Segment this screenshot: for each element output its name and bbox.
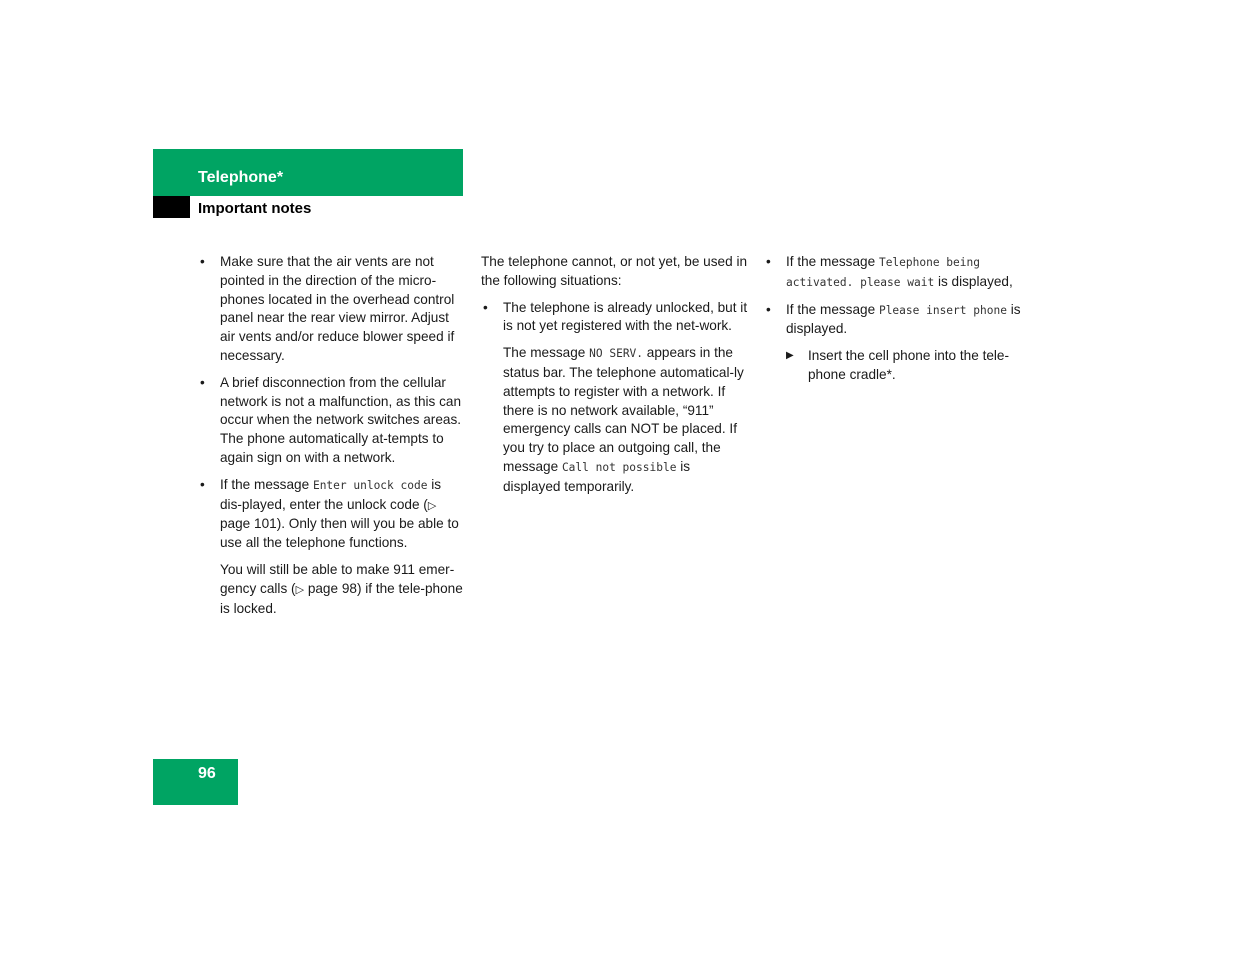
list-item-text-end: ). Only then will you be able to use all the telephone functions.	[220, 516, 459, 551]
page-number: 96	[198, 765, 216, 782]
bullet-icon: •	[483, 299, 488, 315]
column-1	[198, 253, 466, 626]
bullet-icon: •	[766, 254, 771, 269]
list-item-text-start: If the message	[786, 254, 879, 269]
note-text-start: The message	[503, 345, 590, 361]
section-marker	[153, 196, 190, 218]
arrow-right-icon: ▶	[786, 350, 794, 362]
list-item-text-mid: is dis-played, enter the unlock code (	[220, 476, 442, 512]
note-text-mid: appears in the status bar. The telephone automatical-ly attempts to register with a network. If there is no network available, “911” emergency calls can NOT be placed. If you try to place an outgoing call, the message	[503, 345, 744, 474]
bullet-icon: •	[200, 254, 205, 269]
list-item	[198, 374, 466, 468]
page-number-box	[153, 759, 238, 805]
bullet-icon: •	[200, 476, 205, 492]
list-item-text-end: is displayed,	[934, 273, 1013, 289]
list-item-text: A brief disconnection from the cellular network is not a malfunction, as this can occur when the network switches areas. The phone automatically at-tempts to again sign on with a network.	[220, 374, 462, 465]
display-message: Enter unlock code	[312, 478, 428, 492]
page-reference-icon: ▷	[295, 583, 305, 596]
page-reference[interactable]: page 101	[220, 516, 277, 532]
list-item-text-start: If the message	[220, 476, 313, 492]
chapter-header-bar	[153, 149, 463, 196]
display-message: Please insert phone	[878, 303, 1007, 317]
column-3	[764, 253, 1026, 393]
instruction-step	[764, 347, 1026, 385]
list-item-text: Make sure that the air vents are not pointed in the direction of the micro-phones located in the overhead control panel near the rear view mirror. Adjust air vents and/or reduce blower speed if necessary.	[220, 254, 455, 363]
chapter-title: Telephone*	[198, 169, 284, 186]
page-reference-icon: ▷	[427, 499, 437, 512]
section-title: Important notes	[198, 200, 312, 217]
intro-paragraph: The telephone cannot, or not yet, be used in the following situations:	[481, 254, 748, 288]
page-reference[interactable]: page 98	[307, 580, 357, 596]
list-item	[481, 299, 749, 337]
list-item-text-end: is displayed.	[786, 301, 1021, 337]
list-item	[198, 476, 466, 553]
note-paragraph	[481, 344, 749, 496]
bullet-icon: •	[766, 301, 771, 317]
note-text-end: is displayed temporarily.	[503, 458, 691, 494]
list-item	[198, 253, 466, 366]
display-message: NO SERV.	[589, 347, 644, 361]
note-text-end: ) if the tele-phone is locked.	[220, 580, 463, 616]
note-paragraph	[198, 561, 466, 618]
display-message: Telephone being activated. please wait	[786, 256, 980, 289]
column-2	[481, 253, 749, 505]
list-item-text: The telephone is already unlocked, but it is not yet registered with the net-work.	[503, 299, 748, 334]
list-item-text-start: If the message	[786, 301, 879, 317]
list-item	[764, 301, 1026, 340]
list-item	[764, 253, 1026, 293]
bullet-icon: •	[200, 374, 205, 390]
display-message: Call not possible	[561, 460, 677, 474]
note-text-start: You will still be able to make 911 emer-gency calls (	[220, 561, 455, 596]
instruction-text: Insert the cell phone into the tele-phone cradle*.	[808, 348, 1010, 382]
